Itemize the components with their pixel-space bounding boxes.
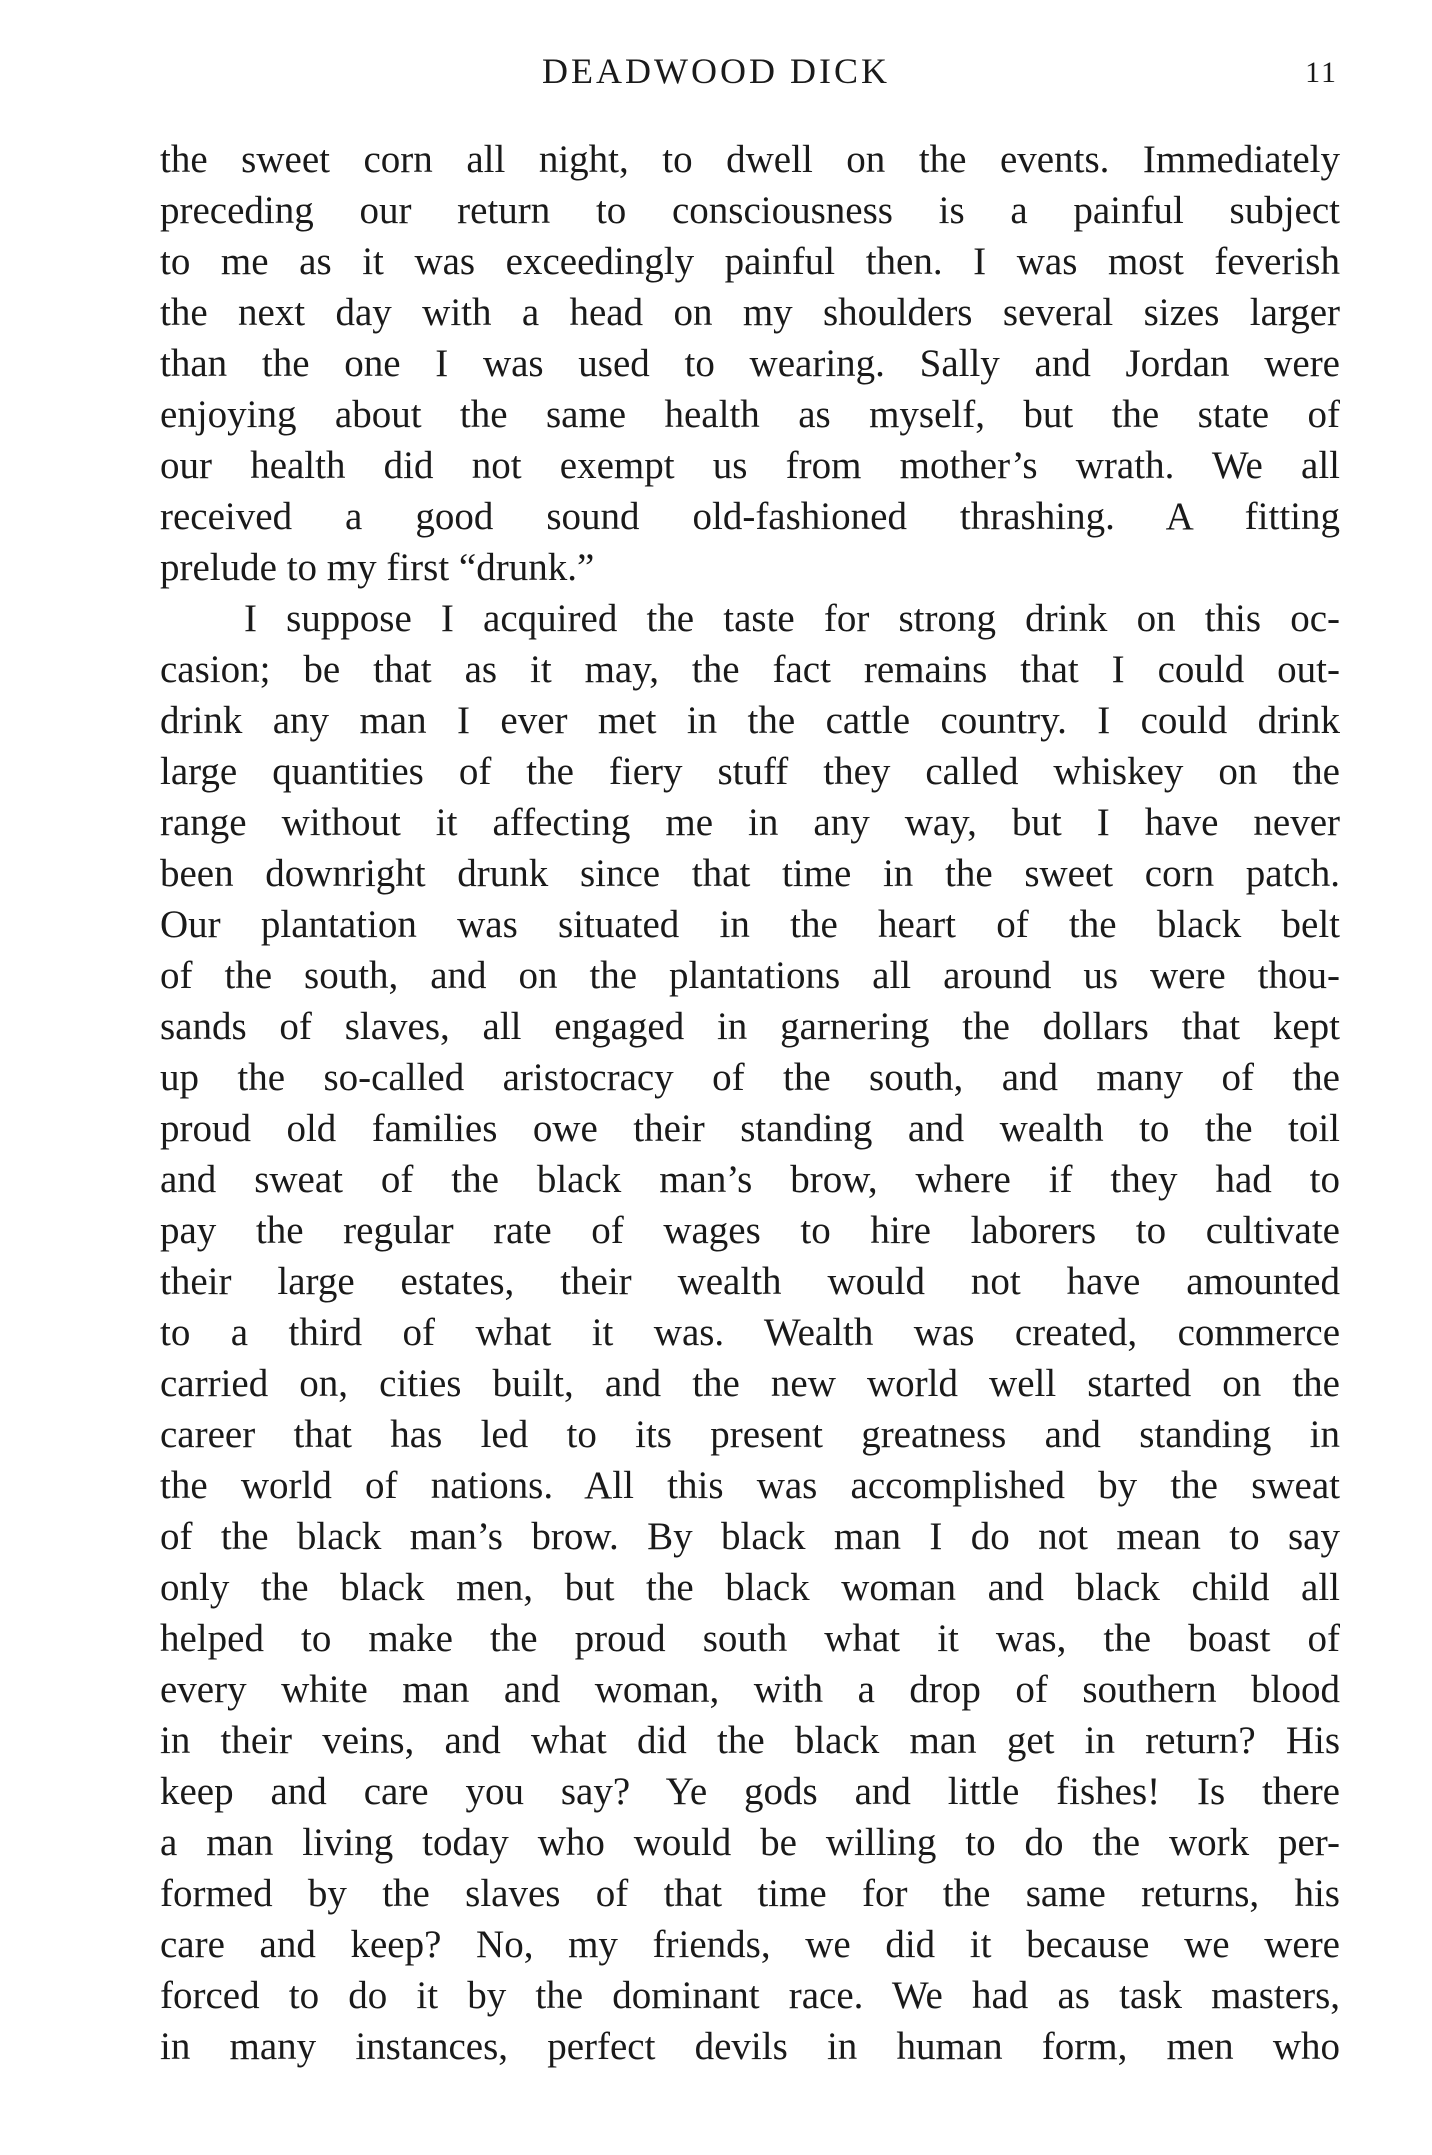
text-line: their large estates, their wealth would not have amounted bbox=[160, 1260, 1340, 1303]
text-line: prelude to my first “drunk.” bbox=[160, 546, 595, 589]
text-line: Our plantation was situated in the heart of the black belt bbox=[160, 903, 1340, 946]
text-line: than the one I was used to wearing. Sally and Jordan were bbox=[160, 342, 1340, 385]
text-line: range without it affecting me in any way, but I have never bbox=[160, 801, 1340, 844]
text-line: of the black man’s brow. By black man I do not mean to say bbox=[160, 1515, 1340, 1558]
text-line: preceding our return to consciousness is a painful subject bbox=[160, 189, 1340, 232]
text-line: and sweat of the black man’s brow, where if they had to bbox=[160, 1158, 1340, 1201]
running-head bbox=[0, 46, 1432, 96]
text-line: forced to do it by the dominant race. We had as task masters, bbox=[160, 1974, 1340, 2017]
text-line: I suppose I acquired the taste for strong drink on this oc- bbox=[244, 597, 1340, 640]
text-line: to a third of what it was. Wealth was created, commerce bbox=[160, 1311, 1340, 1354]
text-line: received a good sound old-fashioned thrashing. A fitting bbox=[160, 495, 1340, 538]
text-line: the next day with a head on my shoulders several sizes larger bbox=[160, 291, 1340, 334]
text-line: care and keep? No, my friends, we did it because we were bbox=[160, 1923, 1340, 1966]
text-line: the world of nations. All this was accomplished by the sweat bbox=[160, 1464, 1340, 1507]
text-line: keep and care you say? Ye gods and little fishes! Is there bbox=[160, 1770, 1340, 1813]
text-line: of the south, and on the plantations all around us were thou- bbox=[160, 954, 1340, 997]
text-line: a man living today who would be willing to do the work per- bbox=[160, 1821, 1340, 1864]
text-line: drink any man I ever met in the cattle country. I could drink bbox=[160, 699, 1340, 742]
text-line: only the black men, but the black woman and black child all bbox=[160, 1566, 1340, 1609]
paragraph-2 bbox=[160, 593, 1340, 2072]
text-line: large quantities of the fiery stuff they called whiskey on the bbox=[160, 750, 1340, 793]
paragraph-1 bbox=[160, 134, 1340, 593]
text-line: formed by the slaves of that time for the same returns, his bbox=[160, 1872, 1340, 1915]
text-line: proud old families owe their standing and wealth to the toil bbox=[160, 1107, 1340, 1150]
text-line: enjoying about the same health as myself, but the state of bbox=[160, 393, 1340, 436]
page-number: 11 bbox=[1305, 56, 1338, 89]
text-line: to me as it was exceedingly painful then. I was most feverish bbox=[160, 240, 1340, 283]
text-line: been downright drunk since that time in the sweet corn patch. bbox=[160, 852, 1340, 895]
text-line: casion; be that as it may, the fact remains that I could out- bbox=[160, 648, 1340, 691]
text-line: the sweet corn all night, to dwell on the events. Immediately bbox=[160, 138, 1340, 181]
text-line: carried on, cities built, and the new world well started on the bbox=[160, 1362, 1340, 1405]
running-title: DEADWOOD DICK bbox=[542, 51, 890, 91]
text-line: in many instances, perfect devils in human form, men who bbox=[160, 2025, 1340, 2068]
body-text bbox=[160, 134, 1340, 2072]
text-line: sands of slaves, all engaged in garnering the dollars that kept bbox=[160, 1005, 1340, 1048]
text-line: pay the regular rate of wages to hire laborers to cultivate bbox=[160, 1209, 1340, 1252]
text-line: career that has led to its present greatness and standing in bbox=[160, 1413, 1340, 1456]
text-line: every white man and woman, with a drop of southern blood bbox=[160, 1668, 1340, 1711]
text-line: in their veins, and what did the black man get in return? His bbox=[160, 1719, 1340, 1762]
text-line: our health did not exempt us from mother’s wrath. We all bbox=[160, 444, 1340, 487]
text-line: helped to make the proud south what it was, the boast of bbox=[160, 1617, 1340, 1660]
text-line: up the so-called aristocracy of the south, and many of the bbox=[160, 1056, 1340, 1099]
